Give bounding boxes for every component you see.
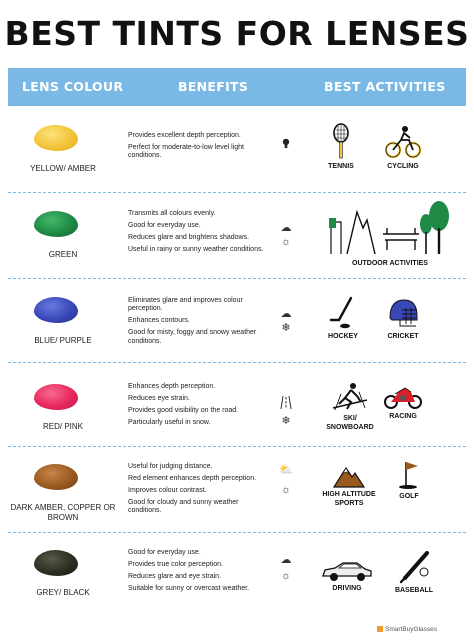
lens-name: BLUE/ PURPLE [34, 336, 92, 345]
benefit-item: Enhances contours. [128, 317, 190, 325]
benefit-item: Suitable for sunny or overcast weather. [128, 584, 250, 592]
benefit-item: Provides good visibility on the road. [128, 406, 239, 414]
lens-name: GREEN [48, 250, 78, 259]
mountain-icon [333, 464, 365, 488]
cloud-icon: ☁ [280, 308, 292, 320]
benefit-item: Transmits all colours evenly. [128, 210, 216, 217]
table-row-yellow [8, 110, 466, 190]
golf-flag-icon [396, 460, 422, 490]
sun-icon: ☼ [280, 484, 292, 496]
benefit-item: Eliminates glare and improves colour perception. [128, 297, 243, 313]
row-divider [8, 192, 466, 193]
motorbike-icon [383, 384, 423, 410]
benefit-item: Improves colour contrast. [128, 486, 207, 494]
benefit-item: Good for everyday use. [128, 221, 201, 229]
tennis-racket-icon [326, 122, 356, 160]
brown-lens-icon [34, 464, 78, 490]
benefits-list [128, 549, 268, 597]
grey-lens-icon [34, 550, 78, 576]
benefit-item: Good for misty, foggy and snowy weather conditions. [128, 329, 257, 345]
benefit-item: Good for cloudy and sunny weather conditions. [128, 498, 239, 515]
blue-lens-icon [34, 297, 78, 323]
lens-name: YELLOW/ AMBER [30, 164, 96, 173]
lens-name: DARK AMBER, COPPER OR BROWN [10, 503, 116, 522]
sun-cloud-icon: ⛅ [279, 464, 293, 476]
row-divider [8, 362, 466, 363]
benefit-item: Useful in rainy or sunny weather conditions. [128, 245, 264, 253]
logo-icon [377, 626, 383, 632]
table-row-red [8, 364, 466, 444]
activity-hockey: HOCKEY [320, 296, 366, 342]
activity-high-altitude: HIGH ALTITUDE SPORTS [314, 464, 384, 508]
yellow-lens-icon [34, 125, 78, 151]
header-best-activities: BEST ACTIVITIES [324, 79, 446, 94]
cricket-helmet-icon [386, 296, 420, 330]
activity-tennis: TENNIS [318, 122, 364, 172]
benefit-item: Perfect for moderate-to-low level light conditions. [128, 143, 244, 160]
table-row-brown [8, 448, 466, 532]
benefits-list [128, 210, 268, 258]
activity-cricket: CRICKET [378, 296, 428, 342]
rain-cloud-icon: ☁ [280, 222, 292, 234]
green-lens-icon [34, 211, 78, 237]
row-divider [8, 278, 466, 279]
baseball-bat-icon [397, 550, 431, 584]
benefit-item: Reduces eye strain. [128, 394, 190, 402]
benefit-item: Red element enhances depth perception. [128, 474, 257, 482]
row-divider [8, 446, 466, 447]
row-divider [8, 532, 466, 533]
rain-cloud-icon: ☁ [280, 554, 292, 566]
benefit-item: Useful for judging distance. [128, 463, 213, 470]
brand-logo [377, 626, 437, 633]
snowflake-icon: ❄ [281, 415, 291, 427]
red-lens-icon [34, 384, 78, 410]
benefit-item: Provides true color perception. [128, 560, 223, 568]
table-row-blue [8, 280, 466, 360]
benefits-list [128, 132, 268, 164]
benefit-item: Enhances depth perception. [128, 383, 216, 390]
activity-cycling: CYCLING [378, 124, 428, 172]
benefits-list [128, 383, 268, 431]
outdoor-scene-icon [327, 200, 453, 254]
road-icon [278, 396, 294, 413]
benefit-item: Provides excellent depth perception. [128, 132, 241, 139]
cyclist-icon [385, 124, 421, 160]
hockey-stick-icon [327, 296, 359, 330]
lens-name: RED/ PINK [42, 422, 83, 431]
activity-racing: RACING [380, 384, 426, 422]
page-title: BEST TINTS FOR LENSES [4, 14, 470, 53]
header-benefits: BENEFITS [178, 79, 249, 94]
snowflake-icon: ❄ [281, 322, 291, 334]
benefit-item: Particularly useful in snow. [128, 418, 211, 426]
benefit-item: Reduces glare and brightens shadows. [128, 233, 250, 241]
table-header [8, 68, 466, 106]
benefits-list [128, 463, 268, 519]
table-row-green [8, 194, 466, 278]
activity-golf: GOLF [386, 460, 432, 502]
activity-ski: SKI/ SNOWBOARD [320, 382, 380, 432]
sun-icon: ☼ [280, 236, 292, 248]
logo-text: SmartBuyGlasses [385, 626, 438, 633]
activity-driving: DRIVING [318, 560, 376, 594]
car-icon [321, 560, 373, 582]
header-lens-colour: LENS COLOUR [22, 79, 124, 94]
skier-icon [331, 382, 369, 412]
benefit-item: Reduces glare and eye strain. [128, 572, 221, 580]
benefits-list [128, 297, 268, 350]
sun-icon: ☼ [280, 570, 292, 582]
benefit-item: Good for everyday use. [128, 549, 201, 556]
activity-outdoor: OUTDOOR ACTIVITIES [320, 200, 460, 269]
table-row-grey [8, 534, 466, 624]
light-bulb-icon [278, 138, 294, 154]
lens-name: GREY/ BLACK [36, 588, 90, 597]
activity-baseball: BASEBALL [386, 550, 442, 596]
